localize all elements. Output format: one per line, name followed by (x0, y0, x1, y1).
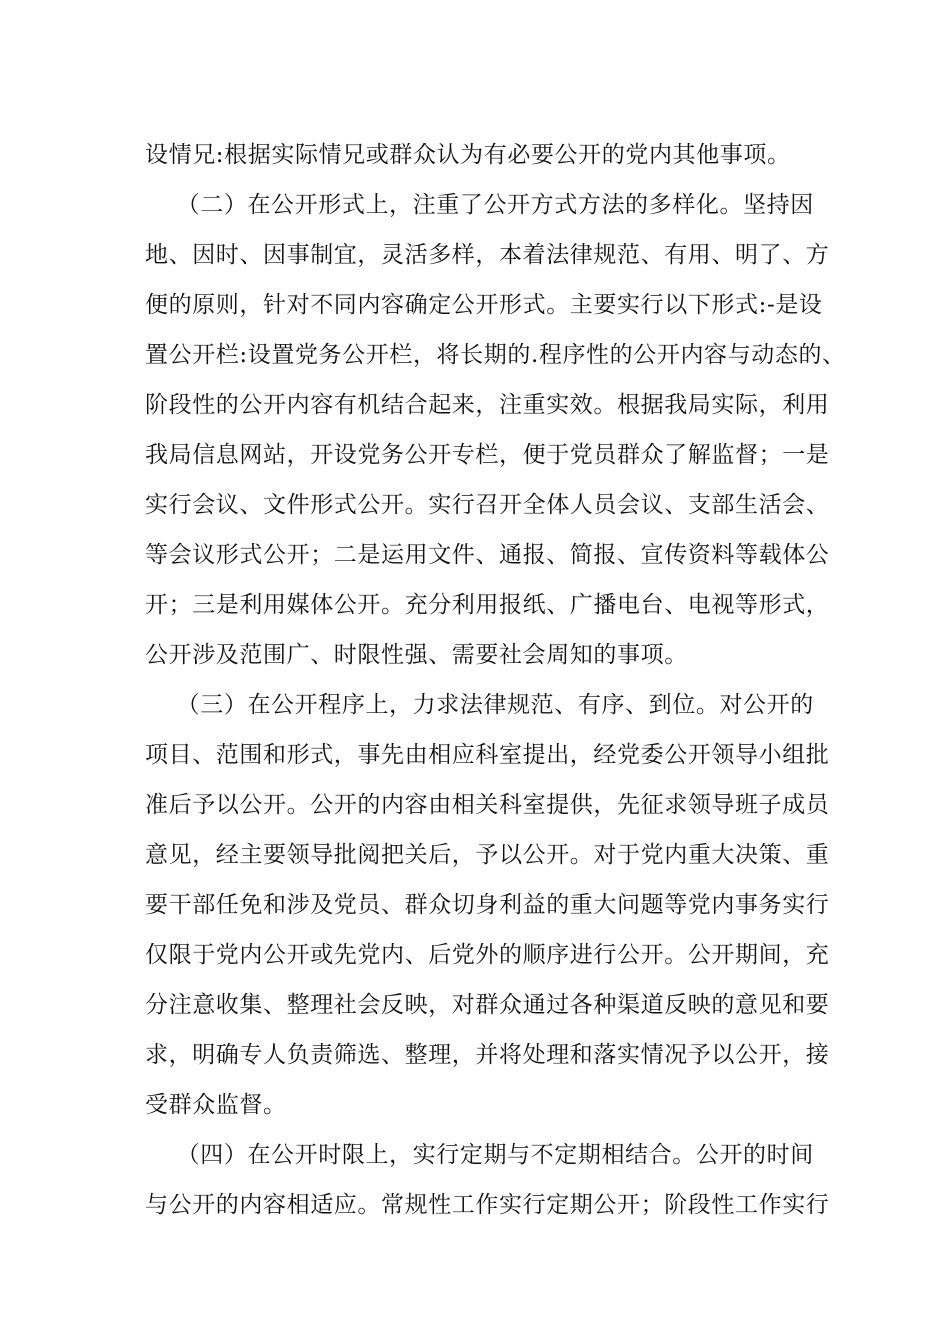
text-line: 要干部任免和涉及党员、群众切身利益的重大问题等党内事务实行 (145, 892, 830, 918)
text-line: 地、因时、因事制宜，灵活多样，本着法律规范、有用、明了、方 (145, 242, 830, 268)
document-body (145, 130, 846, 1230)
text-line: 公开涉及范围广、时限性强、需要社会周知的事项。 (145, 642, 688, 668)
text-line: （三）在公开程序上，力求法律规范、有序、到位。对公开的 (145, 692, 814, 718)
text-line: 求，明确专人负责筛选、整理，并将处理和落实情况予以公开，接 (145, 1042, 830, 1068)
text-line: 准后予以公开。公开的内容由相关科室提供，先征求领导班子成员 (145, 792, 830, 818)
text-line: （二）在公开形式上，注重了公开方式方法的多样化。坚持因 (145, 192, 814, 218)
text-line: 阶段性的公开内容有机结合起来，注重实效。根据我局实际，利用 (145, 392, 830, 418)
text-line: 便的原则，针对不同内容确定公开形式。主要实行以下形式:-是设 (145, 292, 823, 318)
text-line: 分注意收集、整理社会反映，对群众通过各种渠道反映的意见和要 (145, 992, 830, 1018)
text-line: 置公开栏:设置党务公开栏，将长期的.程序性的公开内容与动态的、 (145, 342, 846, 368)
text-line: 仅限于党内公开或先党内、后党外的顺序进行公开。公开期间，充 (145, 942, 830, 968)
text-line: （四）在公开时限上，实行定期与不定期相结合。公开的时间 (145, 1142, 814, 1168)
text-line: 等会议形式公开；二是运用文件、通报、简报、宣传资料等载体公 (145, 542, 830, 568)
text-line: 项目、范围和形式，事先由相应科室提出，经党委公开领导小组批 (145, 742, 830, 768)
text-line: 与公开的内容相适应。常规性工作实行定期公开；阶段性工作实行 (145, 1192, 830, 1218)
text-line: 实行会议、文件形式公开。实行召开全体人员会议、支部生活会、 (145, 492, 830, 518)
text-line: 开；三是利用媒体公开。充分利用报纸、广播电台、电视等形式， (145, 592, 830, 618)
text-line: 意见，经主要领导批阅把关后，予以公开。对于党内重大决策、重 (145, 842, 830, 868)
text-line: 受群众监督。 (145, 1092, 287, 1118)
text-line: 设情兄:根据实际情兄或群众认为有必要公开的党内其他事项。 (145, 142, 791, 168)
text-line: 我局信息网站，开设党务公开专栏，便于党员群众了解监督；一是 (145, 442, 830, 468)
